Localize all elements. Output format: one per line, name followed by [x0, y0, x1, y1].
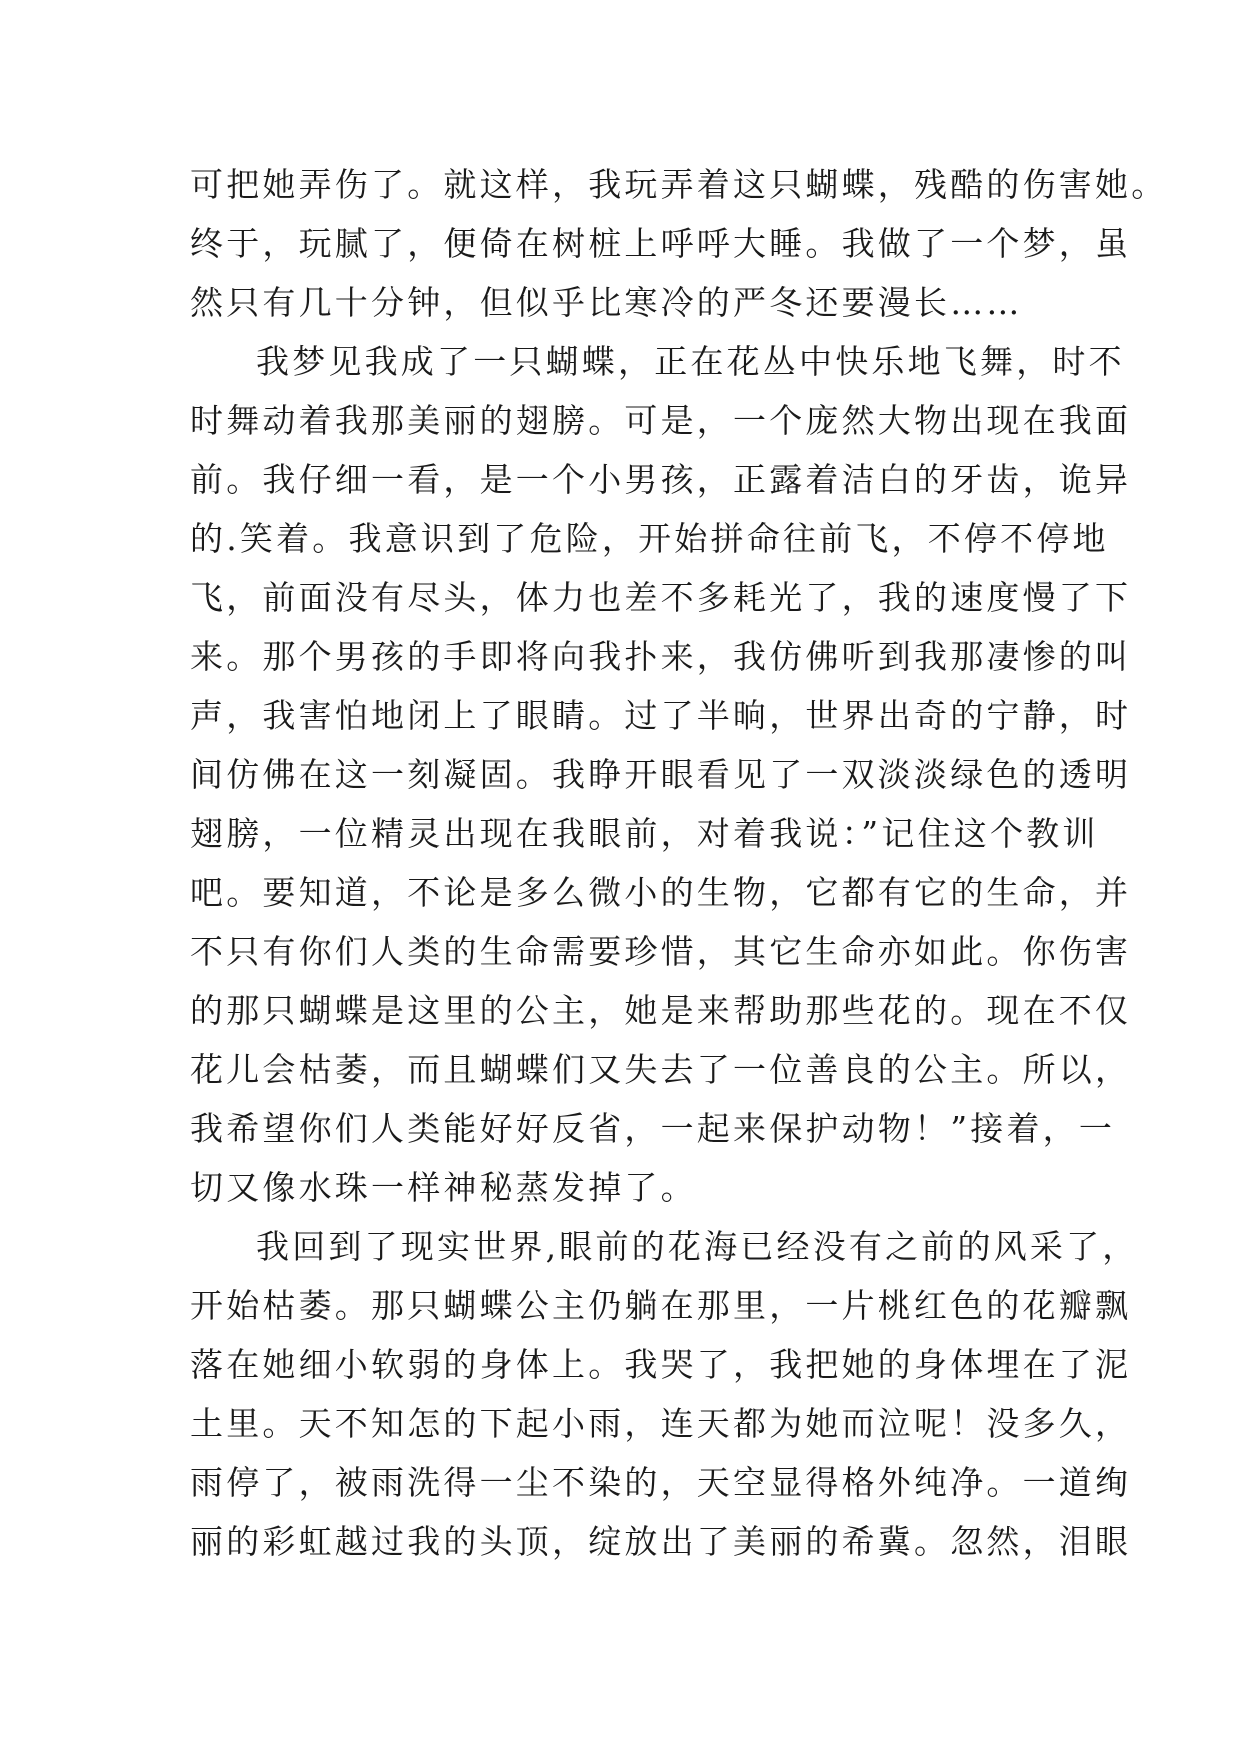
- body-text: [190, 155, 1168, 1571]
- text-line: 花儿会枯萎，而且蝴蝶们又失去了一位善良的公主。所以，: [190, 1050, 1132, 1089]
- text-line: 落在她细小软弱的身体上。我哭了，我把她的身体埋在了泥: [190, 1345, 1132, 1384]
- text-line: 切又像水珠一样神秘蒸发掉了。: [190, 1168, 697, 1207]
- paragraph-first-line: 我回到了现实世界,眼前的花海已经没有之前的风采了，: [256, 1227, 1139, 1266]
- text-line: 前。我仔细一看，是一个小男孩，正露着洁白的牙齿，诡异: [190, 460, 1132, 499]
- text-line: 我希望你们人类能好好反省，一起来保护动物！”接着，一: [190, 1109, 1116, 1148]
- text-line: 然只有几十分钟，但似乎比寒冷的严冬还要漫长……: [190, 283, 1023, 322]
- text-line: 间仿佛在这一刻凝固。我睁开眼看见了一双淡淡绿色的透明: [190, 755, 1132, 794]
- text-line: 土里。天不知怎的下起小雨，连天都为她而泣呢！没多久，: [190, 1404, 1132, 1443]
- text-line: 吧。要知道，不论是多么微小的生物，它都有它的生命，并: [190, 873, 1132, 912]
- text-line: 可把她弄伤了。就这样，我玩弄着这只蝴蝶，残酷的伤害她。: [190, 165, 1168, 204]
- text-line: 雨停了，被雨洗得一尘不染的，天空显得格外纯净。一道绚: [190, 1463, 1132, 1502]
- text-line: 的那只蝴蝶是这里的公主，她是来帮助那些花的。现在不仅: [190, 991, 1132, 1030]
- text-line: 来。那个男孩的手即将向我扑来，我仿佛听到我那凄惨的叫: [190, 637, 1132, 676]
- text-line: 不只有你们人类的生命需要珍惜，其它生命亦如此。你伤害: [190, 932, 1132, 971]
- text-line: 终于，玩腻了，便倚在树桩上呼呼大睡。我做了一个梦，虽: [190, 224, 1132, 263]
- text-line: 声，我害怕地闭上了眼睛。过了半晌，世界出奇的宁静，时: [190, 696, 1132, 735]
- text-line: 飞，前面没有尽头，体力也差不多耗光了，我的速度慢了下: [190, 578, 1132, 617]
- text-line: 的.笑着。我意识到了危险，开始拼命往前飞，不停不停地: [190, 519, 1109, 558]
- text-line: 翅膀，一位精灵出现在我眼前，对着我说：”记住这个教训: [190, 814, 1099, 853]
- text-line: 丽的彩虹越过我的头顶，绽放出了美丽的希冀。忽然，泪眼: [190, 1522, 1132, 1561]
- paragraph-first-line: 我梦见我成了一只蝴蝶，正在花丛中快乐地飞舞，时不: [256, 342, 1125, 381]
- text-line: 时舞动着我那美丽的翅膀。可是，一个庞然大物出现在我面: [190, 401, 1132, 440]
- text-line: 开始枯萎。那只蝴蝶公主仍躺在那里，一片桃红色的花瓣飘: [190, 1286, 1132, 1325]
